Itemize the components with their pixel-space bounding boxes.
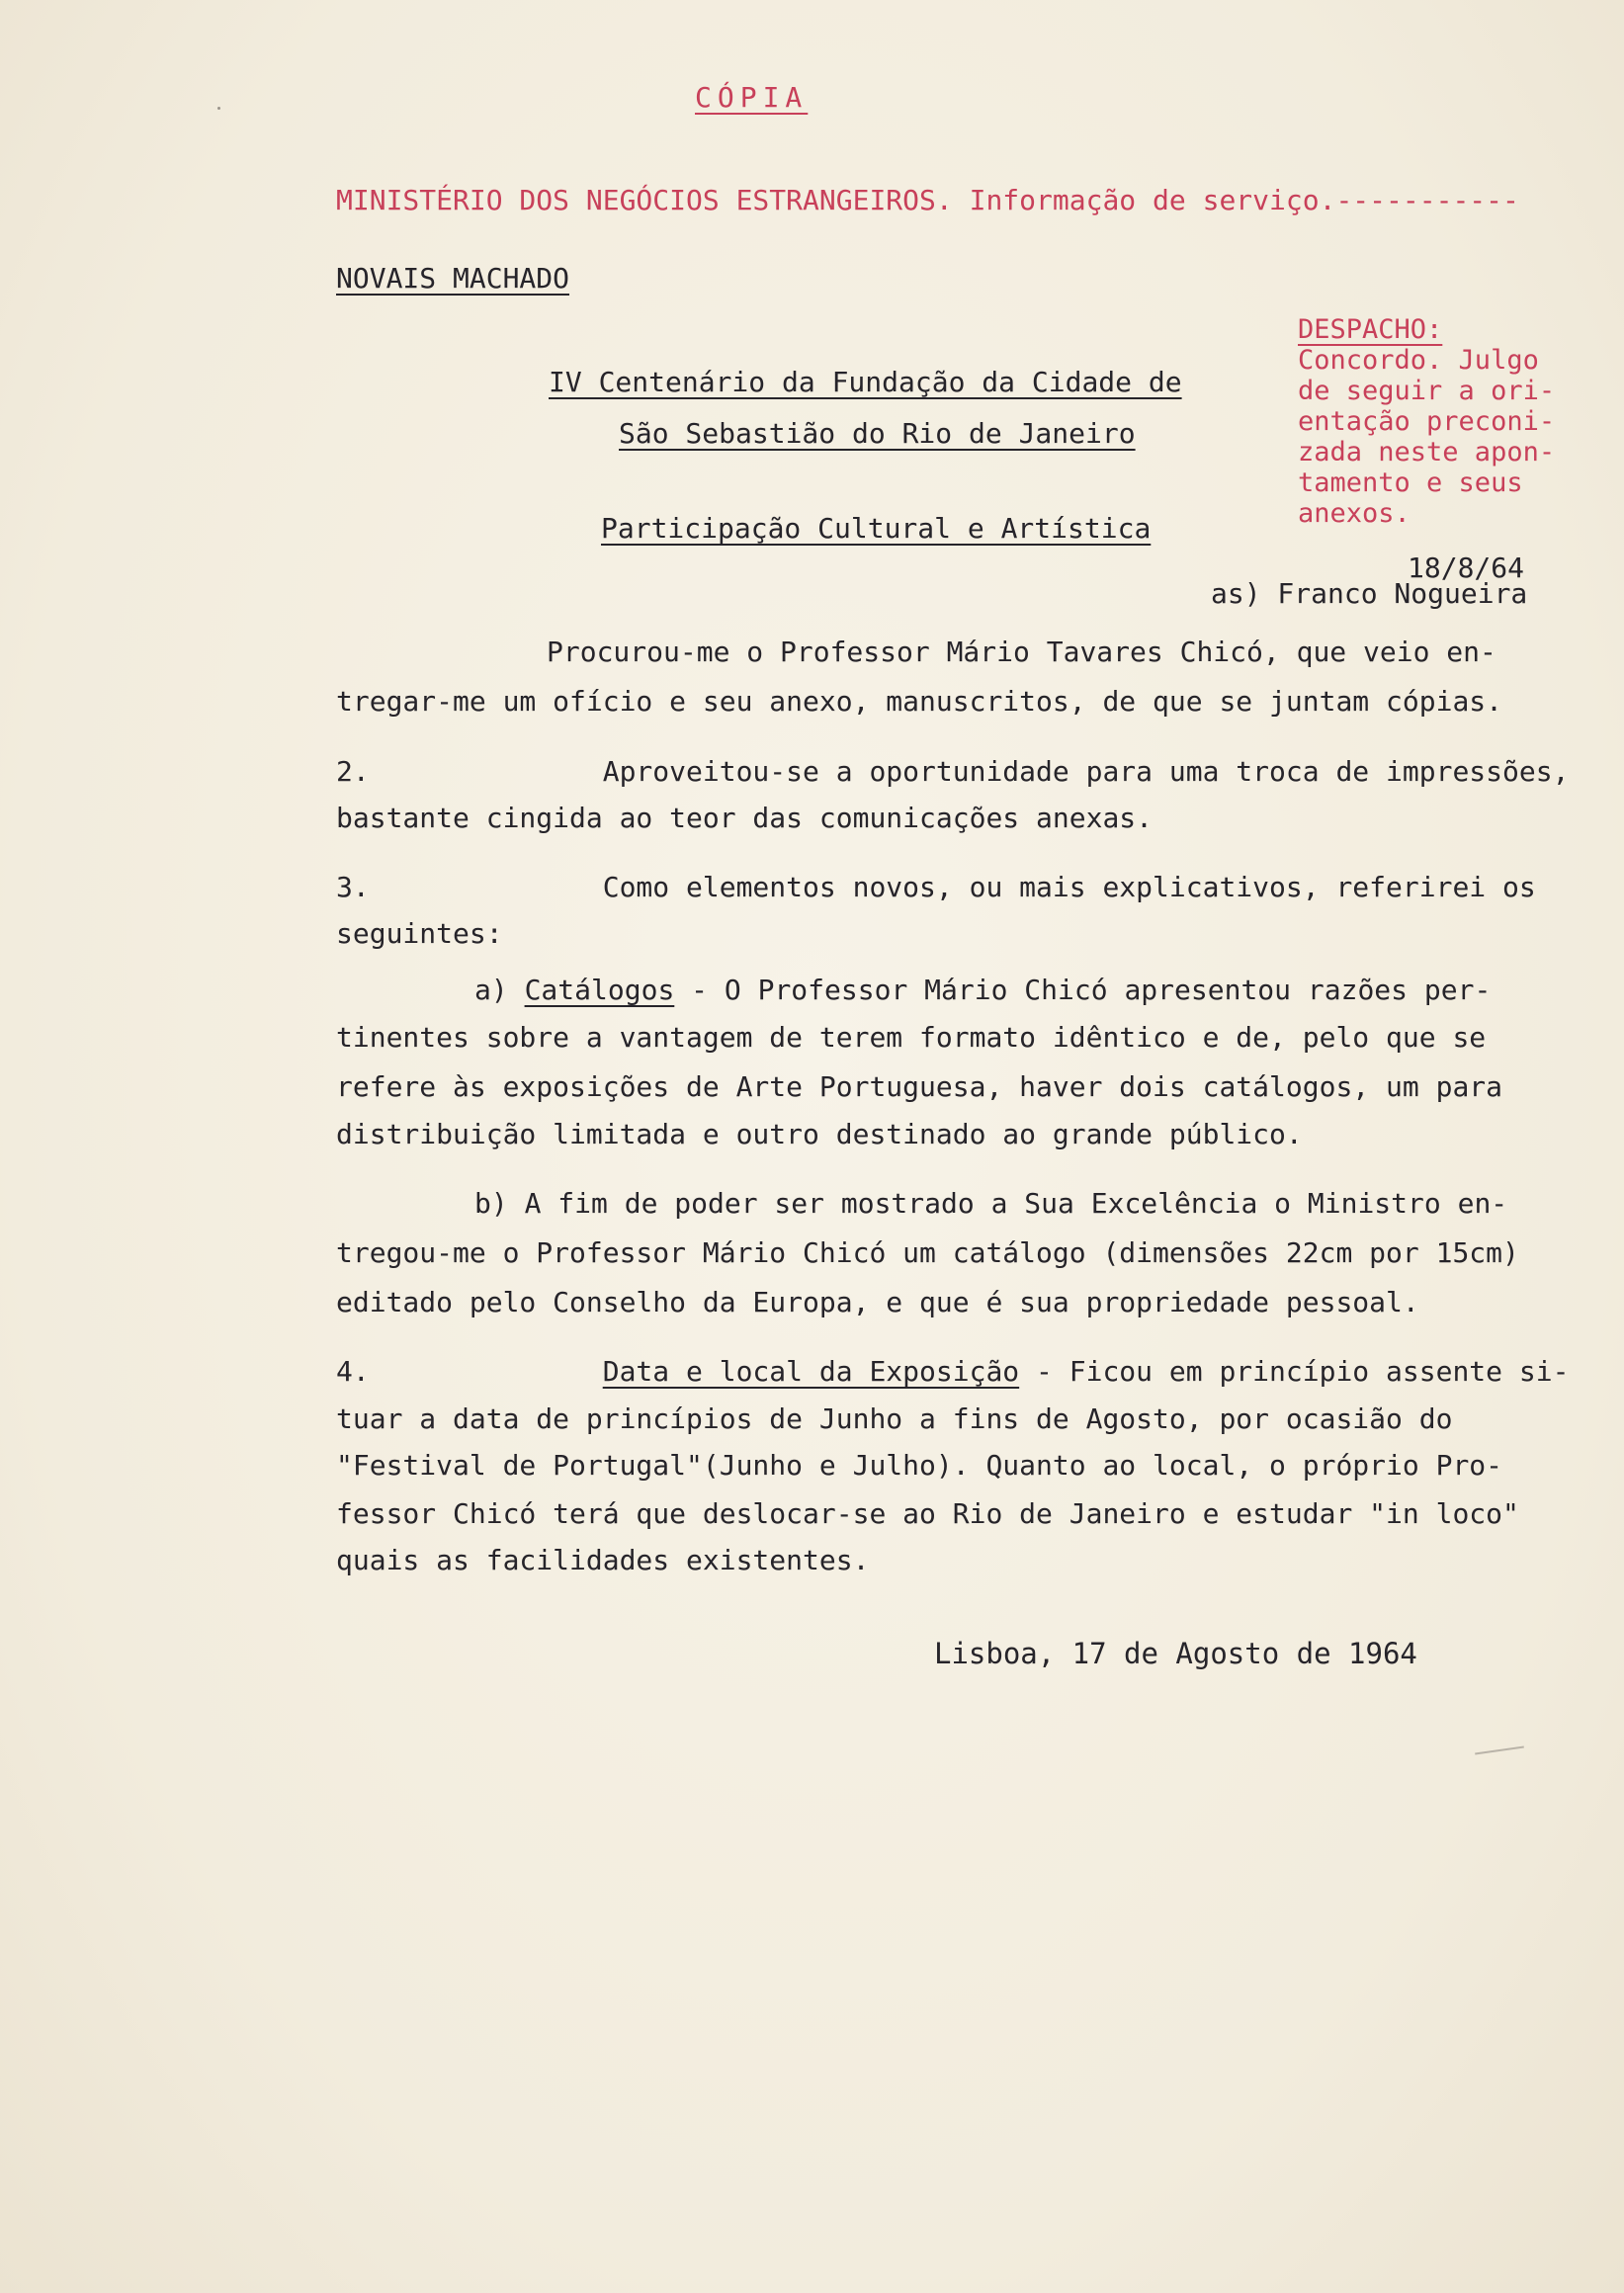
paragraph-1-line-1: Procurou-me o Professor Mário Tavares Chicó, que veio en- <box>547 636 1496 668</box>
item-a-title: Catálogos <box>524 974 675 1006</box>
paragraph-b-line-1: b) A fim de poder ser mostrado a Sua Excelência o Ministro en- <box>474 1187 1508 1220</box>
despacho-line: Concordo. Julgo <box>1298 345 1539 376</box>
paragraph-4-line-4: fessor Chicó terá que deslocar-se ao Rio de Janeiro e estudar "in loco" <box>336 1497 1519 1530</box>
item-a-number: a) <box>474 974 525 1006</box>
paragraph-4-line-5: quais as facilidades existentes. <box>336 1544 870 1576</box>
despacho-block <box>1298 314 1555 529</box>
paper-speck <box>217 107 220 110</box>
paragraph-2-line-2: bastante cingida ao teor das comunicações anexas. <box>336 802 1154 834</box>
despacho-signature: as) Franco Nogueira <box>1211 577 1528 610</box>
paragraph-2-line-1: 2. Aproveitou-se a oportunidade para uma troca de impressões, <box>336 755 1570 788</box>
paragraph-b-line-3: editado pelo Conselho da Europa, e que é sua propriedade pessoal. <box>336 1286 1419 1318</box>
paragraph-1-line-2: tregar-me um ofício e seu anexo, manuscritos, de que se juntam cópias. <box>336 685 1503 718</box>
paragraph-3-line-2: seguintes: <box>336 917 503 950</box>
paragraph-4-line-3: "Festival de Portugal"(Junho e Julho). Quanto ao local, o próprio Pro- <box>336 1449 1503 1482</box>
despacho-line: entação preconi- <box>1298 406 1556 437</box>
despacho-line: tamento e seus <box>1298 467 1523 498</box>
despacho-line: anexos. <box>1298 498 1410 529</box>
paragraph-a-line-1 <box>474 967 1491 1013</box>
despacho-line: zada neste apon- <box>1298 437 1556 467</box>
pen-mark <box>1475 1746 1524 1755</box>
subject-line-2: São Sebastião do Rio de Janeiro <box>619 417 1136 450</box>
paragraph-a-line-4: distribuição limitada e outro destinado ao grande público. <box>336 1118 1303 1150</box>
paragraph-a-line-2: tinentes sobre a vantagem de terem formato idêntico e de, pelo que se <box>336 1021 1487 1054</box>
item-a-text: - O Professor Mário Chicó apresentou razões per- <box>674 974 1492 1006</box>
paragraph-3-line-1: 3. Como elementos novos, ou mais explicativos, referirei os <box>336 871 1536 903</box>
item-4-text: - Ficou em princípio assente si- <box>1019 1355 1570 1388</box>
place-and-date: Lisboa, 17 de Agosto de 1964 <box>934 1637 1417 1670</box>
subject-line-3: Participação Cultural e Artística <box>601 512 1152 545</box>
paragraph-b-line-2: tregou-me o Professor Mário Chicó um catálogo (dimensões 22cm por 15cm) <box>336 1236 1519 1269</box>
item-4-title: Data e local da Exposição <box>602 1355 1020 1388</box>
subject-line-1: IV Centenário da Fundação da Cidade de <box>549 366 1182 398</box>
item-4-number: 4. <box>336 1355 603 1388</box>
paragraph-a-line-3: refere às exposições de Arte Portuguesa, haver dois catálogos, um para <box>336 1070 1503 1103</box>
ministry-line: MINISTÉRIO DOS NEGÓCIOS ESTRANGEIROS. Informação de serviço.----------- <box>336 184 1519 216</box>
despacho-line: de seguir a ori- <box>1298 376 1556 406</box>
author-name: NOVAIS MACHADO <box>336 262 570 295</box>
copy-mark: CÓPIA <box>695 81 809 114</box>
despacho-date: 18/8/64 <box>1408 552 1525 584</box>
paragraph-4-line-1 <box>336 1348 1569 1395</box>
paragraph-4-line-2: tuar a data de princípios de Junho a fins de Agosto, por ocasião do <box>336 1402 1453 1435</box>
despacho-heading: DESPACHO: <box>1298 314 1443 345</box>
